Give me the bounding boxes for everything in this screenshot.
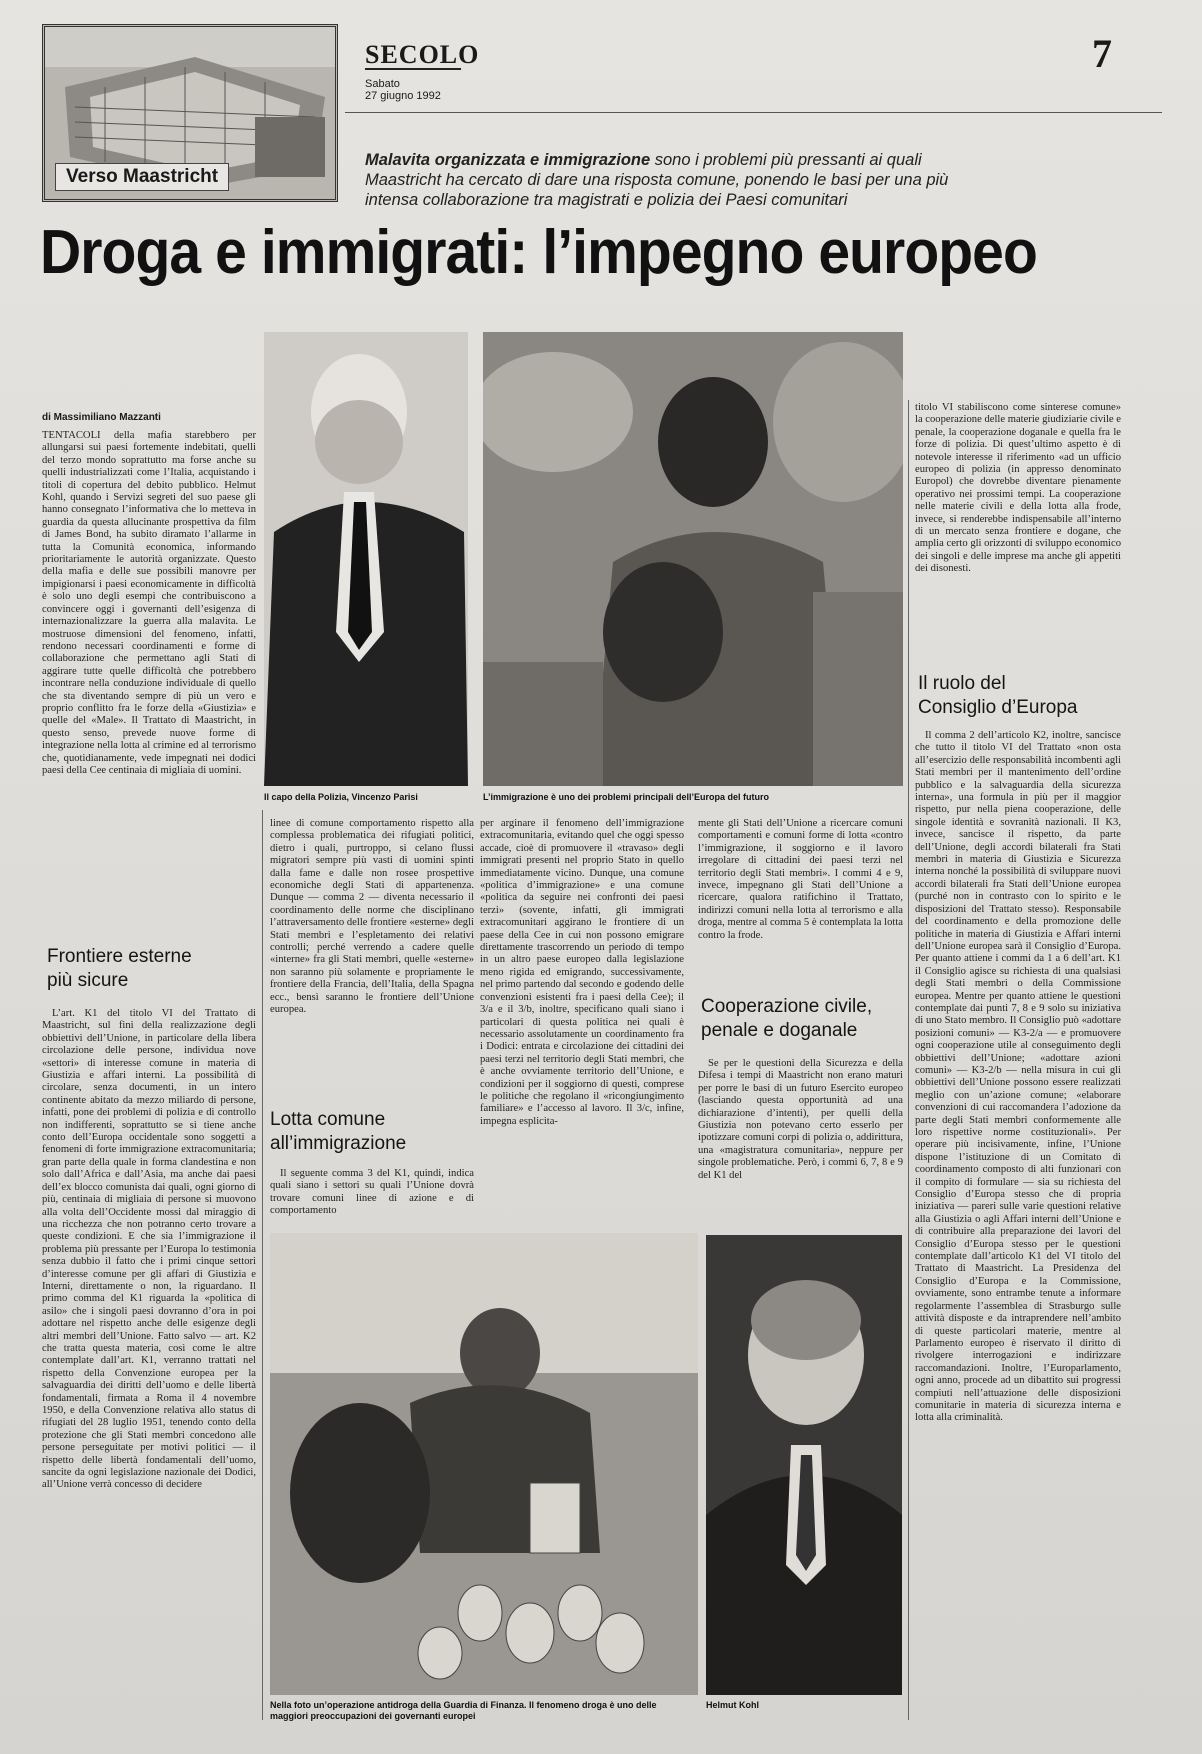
caption-immigration: L’immigrazione è uno dei problemi principali dell’Europa del futuro: [483, 792, 770, 802]
corner-photo-parliament: [42, 24, 338, 202]
photo-immigration: [483, 332, 903, 786]
photo-parisi: [264, 332, 468, 786]
article-col-5a: [915, 402, 1121, 652]
photo-finanza: [270, 1233, 698, 1695]
subhead-lotta-line2: all’immigrazione: [270, 1133, 407, 1154]
headline: Droga e immigrati: l’impegno europeo: [40, 218, 1037, 287]
subhead-cooperazione: [701, 995, 906, 1043]
header-rule: [345, 112, 1162, 113]
section-label: Verso Maastricht: [55, 163, 229, 191]
subhead-consiglio-line1: Il ruolo del: [918, 673, 1006, 694]
article-paragraph-7: Se per le questioni della Sicurezza e della Difesa i tempi di Maastricht non erano maturi per porre le basi di un futuro Esercito europeo (lasciando questa opportunità ad una dichiarazione d’intenti), per quelli della Giustizia non potevano certo esserlo per ipotizzare comuni corpi di polizia o, addirittura, una «magistratura comunitaria», neppure per singole problematiche. Però, i commi 6, 7, 8 e 9 del K1 del: [698, 1058, 903, 1181]
article-col-2b: [270, 1168, 474, 1230]
subhead-frontiere-line2: più sicure: [47, 970, 129, 991]
caption-parisi: Il capo della Polizia, Vincenzo Parisi: [264, 792, 418, 802]
subhead-frontiere-line1: Frontiere esterne: [47, 946, 192, 967]
article-paragraph-6: mente gli Stati dell’Unione a ricercare comuni comportamenti e comuni forme di lotta «contro l’immigrazione, il soggiorno e il lavoro irregolare di cittadini dei paesi terzi nel territorio degli Stati membri». I commi 4 e 9, invece, impegnano gli Stati dell’Unione a ricercare, qualora ratifichino il Trattato, indirizzi comuni nella lotta al terrorismo e alla droga, mentre al comma 5 è contemplata la lotta contro la frode.: [698, 818, 903, 941]
subhead-consiglio-line2: Consiglio d’Europa: [918, 697, 1078, 718]
subhead-lotta-line1: Lotta comune: [270, 1109, 386, 1130]
caption-finanza: Nella foto un’operazione antidroga della Guardia di Finanza. Il fenomeno droga è uno delle maggiori preoccupazioni dei governanti europei: [270, 1700, 657, 1721]
masthead: SECOLO: [365, 40, 480, 69]
intro-rest: sono i problemi più pressanti ai quali Maastricht ha cercato di dare una risposta comune, ponendo le basi per una più intensa collaborazione tra magistrati e polizia dei Paesi comunitari: [365, 151, 949, 209]
article-paragraph-2: L’art. K1 del titolo VI del Trattato di Maastricht, sul fini della realizzazione degli obbiettivi dell’Unione, in particolare della libera circolazione delle persone, individua nove «settori» di interesse comune in materia di Giustizia e affari interni. La possibilità di circolare, senza documenti, in un intero continente abitato da mezzo miliardo di persone, infatti, pone dei problemi di polizia e di controllo non indifferenti, soprattutto se si tiene anche conto dell’Europa occidentale sono soggetti a fenomeni di forte immigrazione extracomunitaria; gran parte della quale in forma clandestina e non solo dall’Africa e dall’Asia, ma anche dai paesi dell’ex blocco comunista dai quali, ogni giorno di più, centinaia di migliaia di persone si muovono alla volta dell’Occidente mossi dal miraggio di una ricchezza che non potranno certo trovare a queste condizioni. E che sia l’immigrazione il problema più pressante per l’Europa lo testimonia senza dubbio il fatto che i primi cinque settori d’interesse comune per gli affari di Giustizia e Interni, direttamente o non, la riguardano. Il primo comma del K1 riguarda la «politica di asilo» che i singoli paesi dovranno d’ora in poi adottare nel rispetto anche delle esigenze degli altri membri dell’Unione. Fatto salvo — art. K2 che tratta questa materia, così come le altre contemplate dall’art. K1, verranno trattati nel rispetto della Convenzione europea per la salvaguardia dei diritti dell’uomo e delle libertà fondamentali, firmata a Roma il 4 novembre 1950, e della Convenzione relativa allo status di rifugiati del 28 luglio 1951, tenendo conto della protezione che gli Stati membri concedono alle persone perseguitate per motivi politici — il rispetto delle libertà fondamentali dell’uomo, sancite da ogni legislazione nazionale dei Dodici, all’Unione verrà concesso di decidere: [42, 1008, 256, 1491]
article-col-4: [698, 818, 903, 988]
byline: di Massimiliano Mazzanti: [42, 412, 161, 423]
article-paragraph-9: Il comma 2 dell’articolo K2, inoltre, sancisce che tutto il titolo VI del Trattato «non osta all’esercizio delle responsabilità incombenti agli Stati membri per il mantenimento dell’ordine pubblico e la salvaguardia della sicurezza interna», una formula in più per il maggior rispetto, pur nella piena cooperazione, delle singole identità e sovranità nazionali. Il K3, invece, sancisce il rispetto, da parte dell’Unione, degli accordi bilaterali fra Stati membri in materia di Giustizia e Sicurezza interna nonché la possibilità di sviluppare nuovi accordi bilaterali fra Stati dell’Unione europea (purché non in contrasto con lo spirito e le disposizioni del Trattato stesso). Responsabile del coordinamento e della promozione delle politiche in materia di Giustizia e Affari interni dell’Unione europea sarà il Consiglio d’Europa. Per quanto attiene i commi da 1 a 6 dell’art. K1 il Consiglio agisce su richiesta di una qualsiasi degli Stati membri o della Commissione europea. Mentre per quanto attiene le questioni contemplate dai punti 7, 8 e 9 solo su iniziativa di uno Stato membro. Il Consiglio può «adottare posizioni comuni» — K3-2/a — e promuovere ogni cooperazione utile al conseguimento degli obbiettivi dell’Unione; «adottare azioni comuni» — K3-2/b — nella misura in cui gli obbiettivi dell’Unione possono essere realizzati meglio con un’azione comune; «elaborare convenzioni di cui raccomandera l’adozione da parte degli Stati membri conformemente alle loro rispettive norme costituzionali». Per operare più incisivamente, infine, l’Unione dispone l’istituzione di un Comitato di coordinamento composto di alti funzionari con il compito di formulare — sia su richiesta del Consiglio d’Europa stesso che di propria iniziativa — pareri sulle varie questioni relative alla Giustizia o agli Affari interni dell’Unione e di contribuire alla preparazione dei lavori del Consiglio d’Europa stesso per le questioni contemplate dall’articolo K1 del VI titolo del Trattato di Maastricht. La Presidenza del Consiglio d’Europa e la Commissione, ovviamente, sono entrambe tenute a informare regolarmente l’assemblea di Strasburgo sulle attività disposte e da intraprendere nell’ambito di queste particolari materie, mentre al Parlamento europeo è riservato il diritto di rivolgere interrogazioni e indirizzare raccomandazioni. Inoltre, l’Europarlamento, ogni anno, procede ad un dibattito sui progressi compiuti nell’attuazione delle disposizioni comunitarie in materia di sicurezza interna e lotta alla criminalità.: [915, 730, 1121, 1424]
photo-kohl: [706, 1235, 902, 1695]
subhead-lotta: [270, 1108, 474, 1156]
intro-text: [365, 150, 965, 210]
article-col-1b: [42, 1008, 256, 1728]
column-rule-right: [908, 400, 909, 1720]
column-rule: [262, 810, 263, 1720]
article-col-3: [480, 818, 684, 1230]
issue-day: Sabato: [365, 78, 400, 90]
article-paragraph-8: titolo VI stabiliscono come sinterese comune» la cooperazione delle materie giudiziarie civile e penale, la cooperazione doganale e quella fra le forze di polizia. Di quest’ultimo aspetto è di notevole interesse il riferimento «ad un ufficio europeo di polizia (in appresso denominato Europol) che dovrebbe diventare pienamente operativo nei prossimi tempi. La cooperazione nelle materie civili e della lotta alla frode, invece, si renderebbe indispensabile all’interno di un mercato senza frontiere e dogane, che amplia certo gli orizzonti di sviluppo economico dei singoli e delle imprese ma anche gli appetiti dei disonesti.: [915, 402, 1121, 575]
article-paragraph-4: Il seguente comma 3 del K1, quindi, indica quali siano i settori su quali l’Unione dovrà trovare comuni linee di azione e di comportamento: [270, 1168, 474, 1217]
subhead-consiglio: [918, 672, 1124, 720]
issue-date: 27 giugno 1992: [365, 90, 441, 102]
article-col-2: [270, 818, 474, 1076]
article-col-4b: [698, 1058, 903, 1230]
subhead-cooperazione-line2: penale e doganale: [701, 1020, 858, 1041]
article-col-5b: [915, 730, 1121, 1728]
article-col-1a: [42, 430, 256, 932]
article-paragraph-3: linee di comune comportamento rispetto alla complessa problematica dei rifugiati politici, dietro i quali, purtroppo, si celano flussi migratori sempre più vasti di uomini spinti dalla fame e dalle non rosee prospettive economiche degli Stati di appartenenza. Dunque — comma 2 — diventa necessario il coordinamento delle norme che disciplinano l’attraversamento delle frontiere «esterne» degli Stati membri e l’espletamento dei relativi controlli; perché verrendo a cadere quelle «interne» fra gli Stati membri, quelle «esterne» non saranno più solamente e propriamente le frontiere della Francia, dell’Italia, della Spagna ecc., bensì saranno le frontiere dell’Unione europea.: [270, 818, 474, 1016]
intro-lead: Malavita organizzata e immigrazione: [365, 151, 651, 169]
subhead-frontiere: [47, 945, 257, 993]
article-paragraph-1: TENTACOLI della mafia starebbero per allungarsi sui paesi fortemente indebitati, quelli del terzo mondo soprattutto ma forse anche su quelli industrializzati come l’Italia, acquistando i titoli di copertura del debito pubblico. Helmut Kohl, quando i Servizi segreti del suo paese gli hanno consegnato l’informativa che lo metteva in guardia da questa allucinante prospettiva da film di James Bond, ha subito diramato l’allarme in tutta la Comunità economica, informando prioritariamente le autorità organizzate. Questo della mafia e delle sue possibili manovre per impigionarsi i paesi economicamente in difficoltà è solo uno degli esempi che contribuiscono a convincere oggi i governanti dell’esigenza di internazionalizzare la guerra alla malavita. Le mostruose dimensioni del fenomeno, infatti, rendono necessari coordinamenti e forme di collaborazione che permettano agli Stati di aggirare tutte quelle difficoltà che potrebbero incontrare nella conduzione individuale di quello che sta diventando sempre di più un vero e proprio conflitto fra le forze della «Giustizia» e quelle del «Male». Il Trattato di Maastricht, in questo senso, prevede nuove forme di integrazione nella lotta al crimine ed al terrorismo che, quotidianamente, vede impegnati nei dodici paesi della Cee centinaia di migliaia di uomini.: [42, 430, 256, 776]
page-number: 7: [1092, 31, 1112, 76]
caption-kohl: Helmut Kohl: [706, 1700, 759, 1710]
masthead-rule: [365, 68, 461, 70]
subhead-cooperazione-line1: Cooperazione civile,: [701, 996, 873, 1017]
article-paragraph-5: per arginare il fenomeno dell’immigrazione extracomunitaria, evitando quel che oggi spesso accade, cioè di promuovere il «travaso» degli immigrati presenti nel proprio Stato in quello immediatamente vicino. Dunque, una comune «politica d’immigrazione» e una comune «politica da seguire nei confronti dei paesi terzi» (sovente, infatti, gli immigrati extracomunitari aggirano le frontiere di un paese della Cee in cui non possono emigrare direttamente trascorrendo un periodo di tempo in un altro paese europeo dalla legislazione meno rigida ed emigrando, successivamente, nel primo partendo dal secondo e godendo delle convenzioni esistenti fra i paesi della Cee); il 3/a e il 3/b, inoltre, specificano quali siano i particolari di questa politica nei quali è necessario assolutamente un coordinamento fra i Dodici: entrata e circolazione dei cittadini dei paesi terzi nel territorio degli Stati membri, che è anche ovviamente territorio dell’Unione, e condizioni per il soggiorno di questi, comprese le politiche che regolano il «ricongiungimento familiare» e l’accesso al lavoro. Il 3/c, infine, impegna esplicita-: [480, 818, 684, 1127]
